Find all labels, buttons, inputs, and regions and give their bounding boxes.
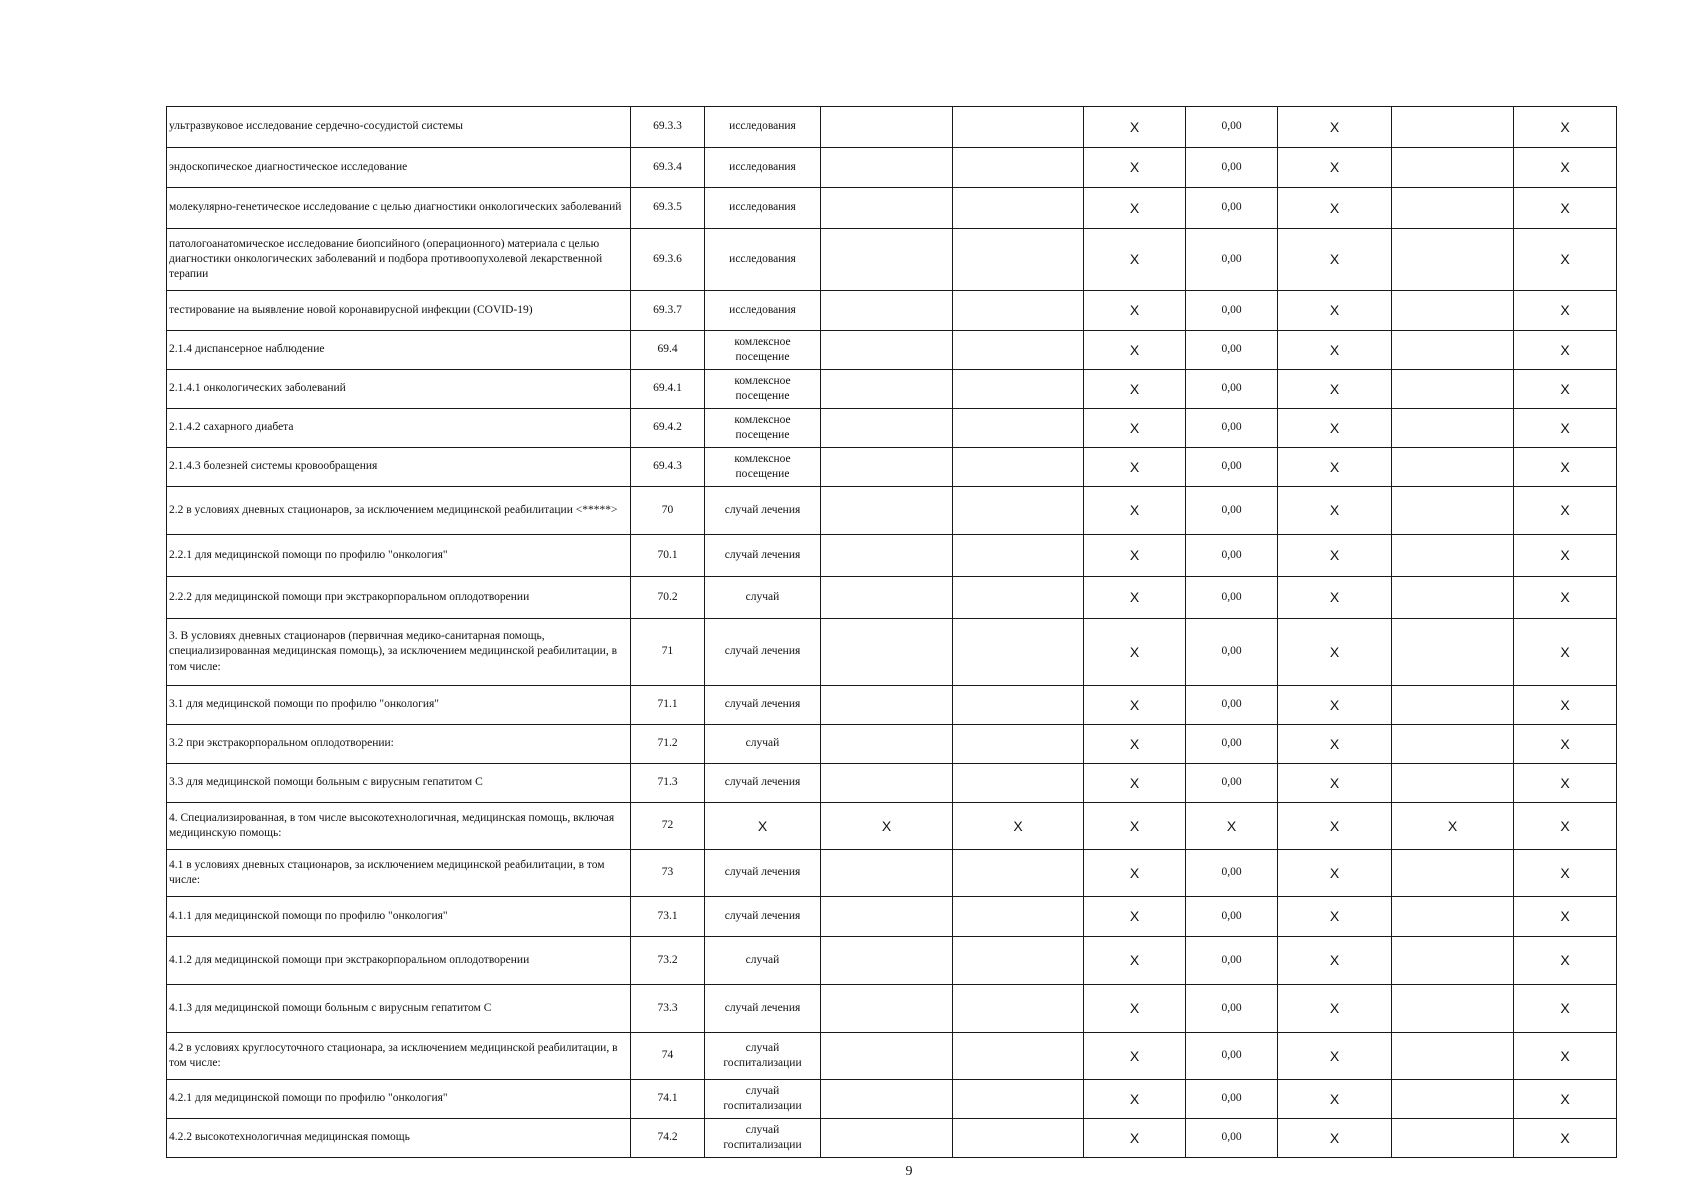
row-code-cell: 70 (631, 487, 705, 535)
row-unit-cell: комлексное посещение (705, 409, 821, 448)
table-row (167, 291, 1617, 331)
row-col7-cell: 0,00 (1186, 331, 1278, 370)
row-col10-cell: X (1514, 897, 1617, 937)
row-col5-cell (953, 1119, 1084, 1158)
row-code-cell: 73.1 (631, 897, 705, 937)
row-col7-cell: 0,00 (1186, 188, 1278, 229)
row-col5-cell (953, 107, 1084, 148)
row-col5-cell (953, 850, 1084, 897)
table-row (167, 619, 1617, 686)
row-col4-cell (821, 985, 953, 1033)
row-col4-cell (821, 850, 953, 897)
row-col9-cell (1392, 897, 1514, 937)
row-col4-cell (821, 577, 953, 619)
row-col9-cell (1392, 725, 1514, 764)
row-code-cell: 73 (631, 850, 705, 897)
row-name-cell: 4.1.1 для медицинской помощи по профилю "онкология" (167, 897, 631, 937)
row-col5-cell (953, 409, 1084, 448)
row-col10-cell: X (1514, 148, 1617, 188)
row-unit-cell: исследования (705, 107, 821, 148)
row-unit-cell: случай лечения (705, 764, 821, 803)
page-number (0, 1164, 1694, 1180)
table-row (167, 850, 1617, 897)
row-code-cell: 69.3.5 (631, 188, 705, 229)
row-col9-cell (1392, 148, 1514, 188)
row-col4-cell (821, 764, 953, 803)
table-row (167, 1033, 1617, 1080)
row-col6-cell: X (1084, 188, 1186, 229)
row-code-cell: 71.3 (631, 764, 705, 803)
row-col4-cell (821, 291, 953, 331)
row-col6-cell: X (1084, 764, 1186, 803)
row-unit-cell: случай лечения (705, 535, 821, 577)
row-col7-cell: X (1186, 803, 1278, 850)
row-code-cell: 72 (631, 803, 705, 850)
row-col4-cell (821, 897, 953, 937)
row-col8-cell: X (1278, 229, 1392, 291)
row-col8-cell: X (1278, 331, 1392, 370)
row-unit-cell: исследования (705, 188, 821, 229)
row-col6-cell: X (1084, 291, 1186, 331)
row-name-cell: 4.2.1 для медицинской помощи по профилю "онкология" (167, 1080, 631, 1119)
row-col7-cell: 0,00 (1186, 764, 1278, 803)
row-code-cell: 70.2 (631, 577, 705, 619)
table-row (167, 897, 1617, 937)
row-name-cell: тестирование на выявление новой коронавирусной инфекции (COVID-19) (167, 291, 631, 331)
row-col6-cell: X (1084, 937, 1186, 985)
row-unit-cell: случай лечения (705, 985, 821, 1033)
row-col4-cell (821, 229, 953, 291)
row-unit-cell: случай госпитализации (705, 1119, 821, 1158)
row-name-cell: 2.1.4.3 болезней системы кровообращения (167, 448, 631, 487)
row-col6-cell: X (1084, 803, 1186, 850)
row-col7-cell: 0,00 (1186, 985, 1278, 1033)
row-code-cell: 70.1 (631, 535, 705, 577)
row-col7-cell: 0,00 (1186, 409, 1278, 448)
row-col8-cell: X (1278, 577, 1392, 619)
row-col9-cell (1392, 686, 1514, 725)
row-col9-cell (1392, 1119, 1514, 1158)
row-col5-cell (953, 619, 1084, 686)
row-unit-cell: исследования (705, 148, 821, 188)
row-col5-cell (953, 188, 1084, 229)
row-col5-cell: X (953, 803, 1084, 850)
row-col8-cell: X (1278, 897, 1392, 937)
row-name-cell: 4.2 в условиях круглосуточного стационара, за исключением медицинской реабилитации, в том числе: (167, 1033, 631, 1080)
row-col5-cell (953, 725, 1084, 764)
row-col10-cell: X (1514, 291, 1617, 331)
row-col8-cell: X (1278, 1080, 1392, 1119)
row-col6-cell: X (1084, 619, 1186, 686)
row-col6-cell: X (1084, 1033, 1186, 1080)
row-name-cell: 2.2.1 для медицинской помощи по профилю "онкология" (167, 535, 631, 577)
row-name-cell: молекулярно-генетическое исследование с целью диагностики онкологических заболеваний (167, 188, 631, 229)
row-col8-cell: X (1278, 850, 1392, 897)
row-col6-cell: X (1084, 985, 1186, 1033)
row-col9-cell (1392, 850, 1514, 897)
row-col5-cell (953, 577, 1084, 619)
row-col8-cell: X (1278, 1033, 1392, 1080)
row-col8-cell: X (1278, 487, 1392, 535)
row-col10-cell: X (1514, 764, 1617, 803)
table-row (167, 229, 1617, 291)
row-col7-cell: 0,00 (1186, 535, 1278, 577)
row-col4-cell (821, 1033, 953, 1080)
row-col6-cell: X (1084, 1119, 1186, 1158)
row-code-cell: 74 (631, 1033, 705, 1080)
row-col10-cell: X (1514, 985, 1617, 1033)
row-col5-cell (953, 487, 1084, 535)
row-code-cell: 69.3.3 (631, 107, 705, 148)
row-col9-cell (1392, 577, 1514, 619)
row-col5-cell (953, 897, 1084, 937)
row-unit-cell: комлексное посещение (705, 370, 821, 409)
row-col6-cell: X (1084, 487, 1186, 535)
row-code-cell: 73.2 (631, 937, 705, 985)
row-col8-cell: X (1278, 937, 1392, 985)
row-unit-cell: исследования (705, 229, 821, 291)
row-col6-cell: X (1084, 850, 1186, 897)
row-name-cell: 2.1.4 диспансерное наблюдение (167, 331, 631, 370)
row-col5-cell (953, 937, 1084, 985)
row-col6-cell: X (1084, 686, 1186, 725)
row-unit-cell: случай госпитализации (705, 1033, 821, 1080)
row-code-cell: 71.2 (631, 725, 705, 764)
row-code-cell: 73.3 (631, 985, 705, 1033)
row-unit-cell: случай госпитализации (705, 1080, 821, 1119)
row-col9-cell (1392, 764, 1514, 803)
row-code-cell: 69.4 (631, 331, 705, 370)
row-unit-cell: случай лечения (705, 686, 821, 725)
table-row (167, 448, 1617, 487)
row-unit-cell: случай (705, 937, 821, 985)
row-col9-cell (1392, 409, 1514, 448)
row-col5-cell (953, 535, 1084, 577)
row-col7-cell: 0,00 (1186, 937, 1278, 985)
table-row (167, 535, 1617, 577)
row-col5-cell (953, 331, 1084, 370)
row-col5-cell (953, 291, 1084, 331)
row-col10-cell: X (1514, 937, 1617, 985)
row-name-cell: 4.1.2 для медицинской помощи при экстракорпоральном оплодотворении (167, 937, 631, 985)
row-name-cell: 2.2.2 для медицинской помощи при экстракорпоральном оплодотворении (167, 577, 631, 619)
table-row (167, 725, 1617, 764)
row-col8-cell: X (1278, 370, 1392, 409)
row-col8-cell: X (1278, 291, 1392, 331)
row-col9-cell (1392, 619, 1514, 686)
row-code-cell: 74.1 (631, 1080, 705, 1119)
row-unit-cell: случай (705, 725, 821, 764)
row-col4-cell (821, 535, 953, 577)
row-col7-cell: 0,00 (1186, 291, 1278, 331)
row-col6-cell: X (1084, 535, 1186, 577)
row-col9-cell (1392, 1033, 1514, 1080)
row-col10-cell: X (1514, 535, 1617, 577)
row-name-cell: 4.1 в условиях дневных стационаров, за исключением медицинской реабилитации, в том числе: (167, 850, 631, 897)
row-col8-cell: X (1278, 409, 1392, 448)
row-col7-cell: 0,00 (1186, 448, 1278, 487)
row-col7-cell: 0,00 (1186, 577, 1278, 619)
row-unit-cell: случай (705, 577, 821, 619)
row-name-cell: 3. В условиях дневных стационаров (первичная медико-санитарная помощь, специализированная медицинская помощь), за исключением медицинской реабилитации, в том числе: (167, 619, 631, 686)
row-col10-cell: X (1514, 487, 1617, 535)
row-col7-cell: 0,00 (1186, 725, 1278, 764)
row-col5-cell (953, 1080, 1084, 1119)
row-col5-cell (953, 985, 1084, 1033)
row-col8-cell: X (1278, 188, 1392, 229)
table-row (167, 937, 1617, 985)
row-col7-cell: 0,00 (1186, 1033, 1278, 1080)
row-unit-cell: комлексное посещение (705, 448, 821, 487)
row-name-cell: 4.1.3 для медицинской помощи больным с вирусным гепатитом C (167, 985, 631, 1033)
row-col10-cell: X (1514, 229, 1617, 291)
row-col8-cell: X (1278, 148, 1392, 188)
row-col10-cell: X (1514, 107, 1617, 148)
row-col6-cell: X (1084, 1080, 1186, 1119)
row-col10-cell: X (1514, 619, 1617, 686)
row-name-cell: 2.2 в условиях дневных стационаров, за исключением медицинской реабилитации <*****> (167, 487, 631, 535)
row-col10-cell: X (1514, 686, 1617, 725)
row-code-cell: 69.3.6 (631, 229, 705, 291)
row-col5-cell (953, 1033, 1084, 1080)
row-name-cell: патологоанатомическое исследование биопсийного (операционного) материала с целью диагностики онкологических заболеваний и подбора противоопухолевой лекарственной терапии (167, 229, 631, 291)
row-col5-cell (953, 764, 1084, 803)
row-code-cell: 69.4.1 (631, 370, 705, 409)
row-name-cell: 3.2 при экстракорпоральном оплодотворении: (167, 725, 631, 764)
table-row (167, 1119, 1617, 1158)
row-col7-cell: 0,00 (1186, 370, 1278, 409)
row-col6-cell: X (1084, 725, 1186, 764)
row-col7-cell: 0,00 (1186, 686, 1278, 725)
row-col7-cell: 0,00 (1186, 148, 1278, 188)
row-col4-cell: X (821, 803, 953, 850)
row-col8-cell: X (1278, 985, 1392, 1033)
row-col8-cell: X (1278, 619, 1392, 686)
row-col4-cell (821, 686, 953, 725)
row-col9-cell (1392, 1080, 1514, 1119)
table-row (167, 985, 1617, 1033)
row-name-cell: ультразвуковое исследование сердечно-сосудистой системы (167, 107, 631, 148)
row-code-cell: 71 (631, 619, 705, 686)
row-col4-cell (821, 188, 953, 229)
row-unit-cell: случай лечения (705, 619, 821, 686)
row-unit-cell: случай лечения (705, 487, 821, 535)
table-row (167, 487, 1617, 535)
row-col4-cell (821, 619, 953, 686)
row-col8-cell: X (1278, 803, 1392, 850)
table-row (167, 409, 1617, 448)
row-col9-cell (1392, 448, 1514, 487)
row-col9-cell (1392, 229, 1514, 291)
row-col10-cell: X (1514, 577, 1617, 619)
page-number-text: 9 (905, 1164, 913, 1179)
row-col6-cell: X (1084, 370, 1186, 409)
table-row (167, 577, 1617, 619)
row-col7-cell: 0,00 (1186, 897, 1278, 937)
row-col8-cell: X (1278, 686, 1392, 725)
row-unit-cell: случай лечения (705, 850, 821, 897)
row-col4-cell (821, 487, 953, 535)
row-col7-cell: 0,00 (1186, 229, 1278, 291)
row-col6-cell: X (1084, 409, 1186, 448)
row-col7-cell: 0,00 (1186, 107, 1278, 148)
row-col6-cell: X (1084, 107, 1186, 148)
row-code-cell: 71.1 (631, 686, 705, 725)
row-col9-cell (1392, 487, 1514, 535)
row-unit-cell: X (705, 803, 821, 850)
row-col5-cell (953, 448, 1084, 487)
row-col8-cell: X (1278, 448, 1392, 487)
row-col10-cell: X (1514, 1080, 1617, 1119)
row-col4-cell (821, 1080, 953, 1119)
row-col9-cell (1392, 291, 1514, 331)
row-col9-cell (1392, 937, 1514, 985)
row-col10-cell: X (1514, 850, 1617, 897)
financing-table (166, 106, 1617, 1158)
row-col5-cell (953, 370, 1084, 409)
row-col7-cell: 0,00 (1186, 850, 1278, 897)
row-col9-cell: X (1392, 803, 1514, 850)
row-col6-cell: X (1084, 331, 1186, 370)
row-col7-cell: 0,00 (1186, 619, 1278, 686)
row-col4-cell (821, 448, 953, 487)
row-col4-cell (821, 331, 953, 370)
row-col10-cell: X (1514, 1033, 1617, 1080)
row-col8-cell: X (1278, 535, 1392, 577)
row-name-cell: 4. Специализированная, в том числе высокотехнологичная, медицинская помощь, включая медицинскую помощь: (167, 803, 631, 850)
row-col5-cell (953, 686, 1084, 725)
row-col4-cell (821, 148, 953, 188)
table-row (167, 188, 1617, 229)
row-code-cell: 69.3.4 (631, 148, 705, 188)
table-row (167, 370, 1617, 409)
row-col4-cell (821, 725, 953, 764)
row-col7-cell: 0,00 (1186, 1119, 1278, 1158)
row-col10-cell: X (1514, 1119, 1617, 1158)
row-col7-cell: 0,00 (1186, 1080, 1278, 1119)
row-col8-cell: X (1278, 725, 1392, 764)
row-code-cell: 69.4.2 (631, 409, 705, 448)
row-col9-cell (1392, 535, 1514, 577)
table-row (167, 148, 1617, 188)
row-col10-cell: X (1514, 725, 1617, 764)
row-col9-cell (1392, 331, 1514, 370)
row-col4-cell (821, 107, 953, 148)
row-col8-cell: X (1278, 764, 1392, 803)
row-col10-cell: X (1514, 331, 1617, 370)
row-col6-cell: X (1084, 577, 1186, 619)
row-name-cell: эндоскопическое диагностическое исследование (167, 148, 631, 188)
row-col6-cell: X (1084, 148, 1186, 188)
table-row (167, 1080, 1617, 1119)
row-col8-cell: X (1278, 1119, 1392, 1158)
row-col10-cell: X (1514, 409, 1617, 448)
row-col7-cell: 0,00 (1186, 487, 1278, 535)
row-col5-cell (953, 148, 1084, 188)
row-col5-cell (953, 229, 1084, 291)
row-col4-cell (821, 937, 953, 985)
table-body (167, 107, 1617, 1158)
row-name-cell: 2.1.4.2 сахарного диабета (167, 409, 631, 448)
row-col10-cell: X (1514, 803, 1617, 850)
row-col4-cell (821, 1119, 953, 1158)
table-row (167, 331, 1617, 370)
row-unit-cell: комлексное посещение (705, 331, 821, 370)
row-col6-cell: X (1084, 897, 1186, 937)
row-name-cell: 2.1.4.1 онкологических заболеваний (167, 370, 631, 409)
table-row (167, 764, 1617, 803)
row-col9-cell (1392, 107, 1514, 148)
table-row (167, 107, 1617, 148)
table-row (167, 686, 1617, 725)
row-unit-cell: случай лечения (705, 897, 821, 937)
row-col10-cell: X (1514, 448, 1617, 487)
row-code-cell: 74.2 (631, 1119, 705, 1158)
row-col9-cell (1392, 370, 1514, 409)
row-unit-cell: исследования (705, 291, 821, 331)
row-code-cell: 69.4.3 (631, 448, 705, 487)
row-name-cell: 3.1 для медицинской помощи по профилю "онкология" (167, 686, 631, 725)
row-col4-cell (821, 409, 953, 448)
row-col10-cell: X (1514, 370, 1617, 409)
row-col10-cell: X (1514, 188, 1617, 229)
row-col9-cell (1392, 188, 1514, 229)
row-col6-cell: X (1084, 448, 1186, 487)
row-name-cell: 3.3 для медицинской помощи больным с вирусным гепатитом C (167, 764, 631, 803)
table-row (167, 803, 1617, 850)
row-col9-cell (1392, 985, 1514, 1033)
row-col8-cell: X (1278, 107, 1392, 148)
row-code-cell: 69.3.7 (631, 291, 705, 331)
row-col6-cell: X (1084, 229, 1186, 291)
row-col4-cell (821, 370, 953, 409)
row-name-cell: 4.2.2 высокотехнологичная медицинская помощь (167, 1119, 631, 1158)
